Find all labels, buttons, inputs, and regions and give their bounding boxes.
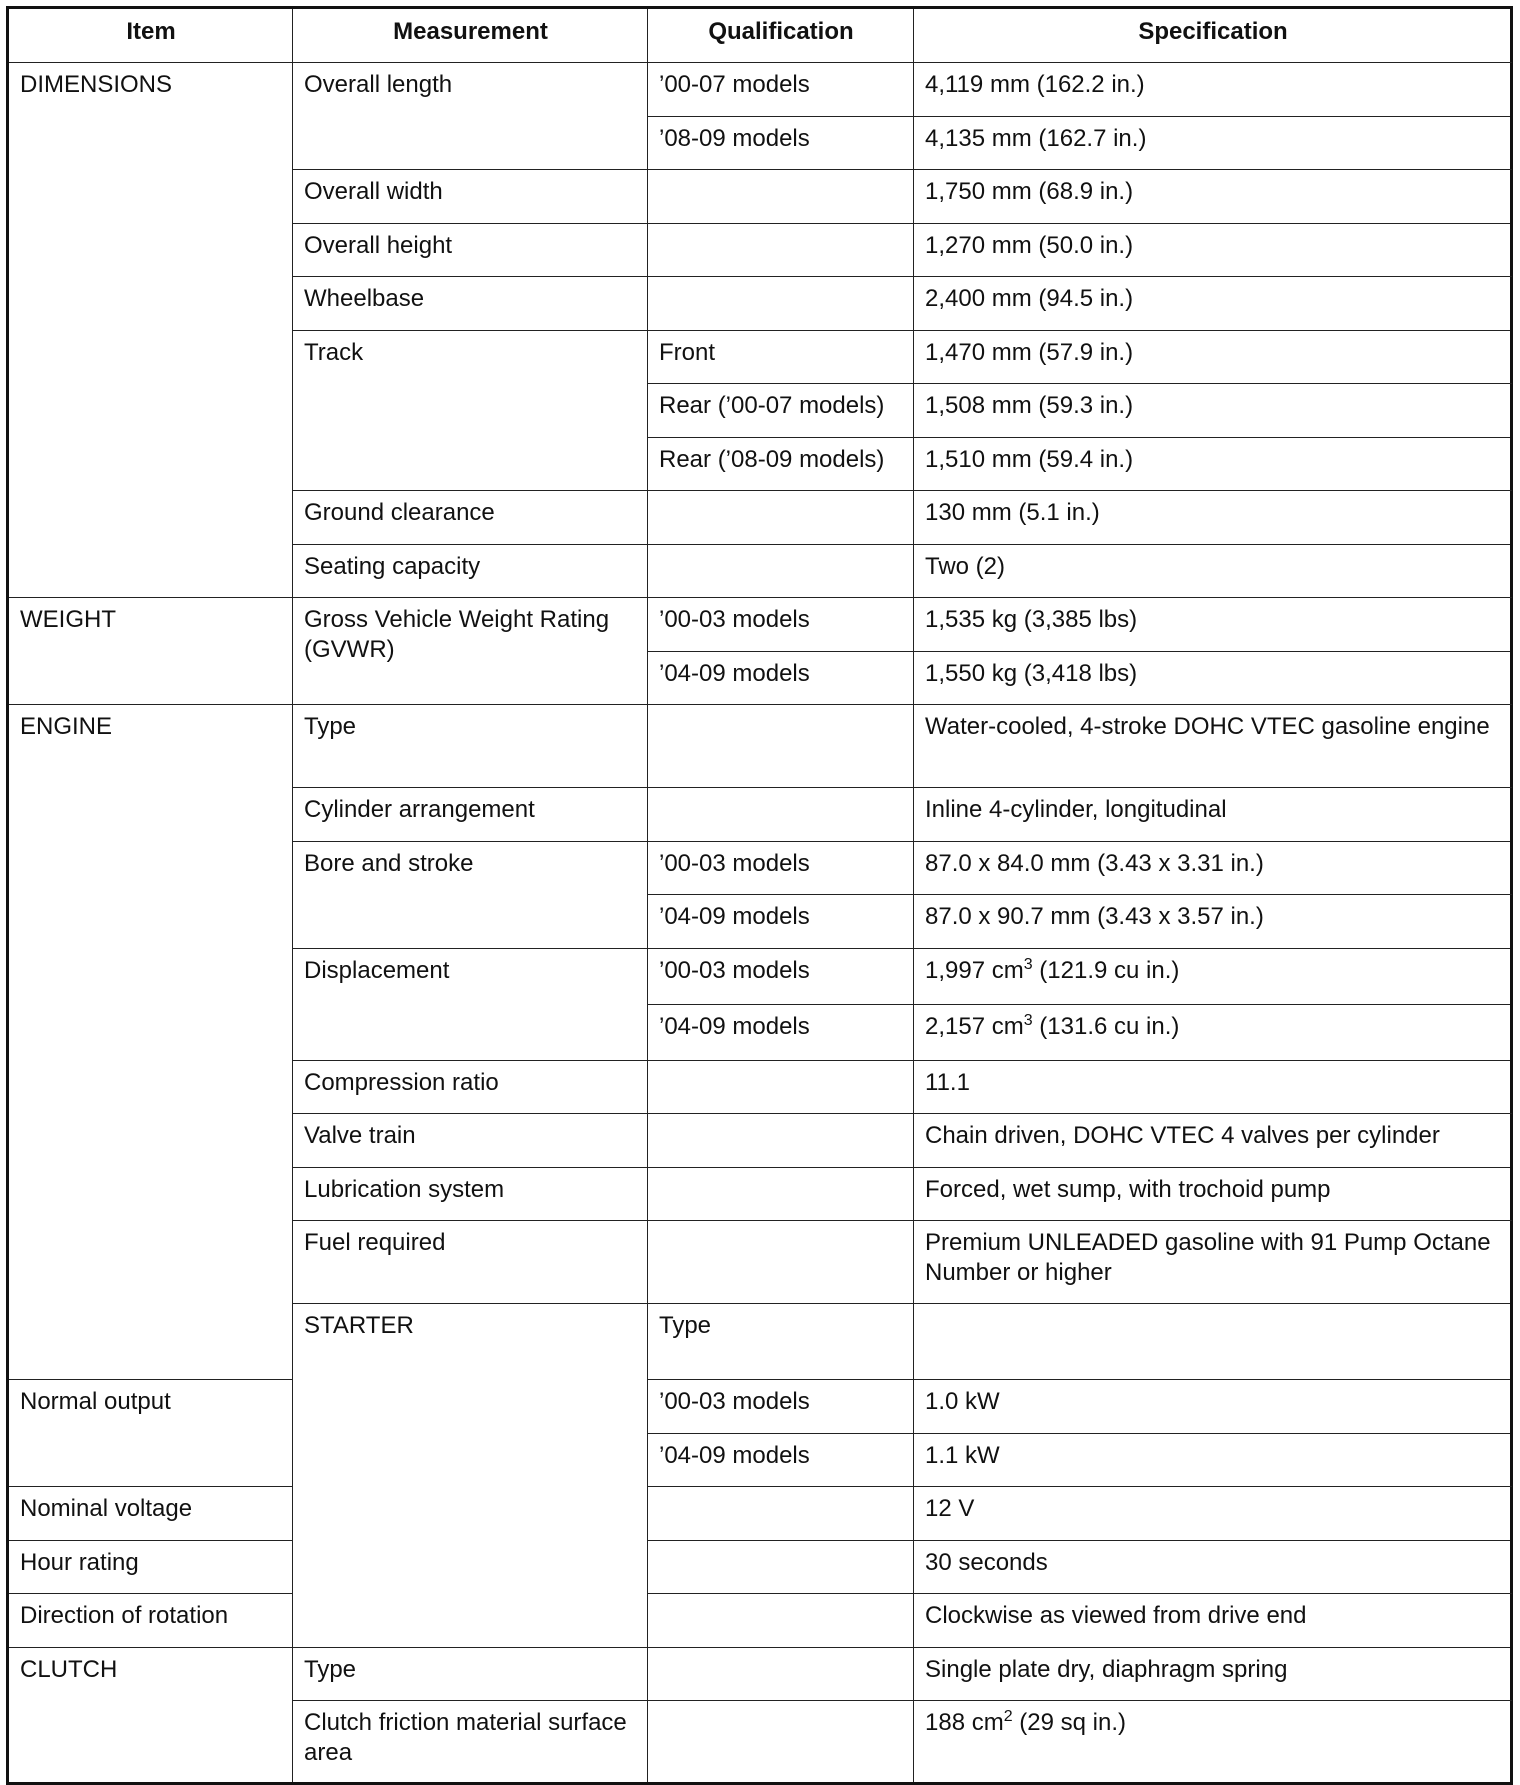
spec-text: 1,997 cm	[925, 956, 1024, 984]
table-row	[8, 705, 1512, 788]
measurement-cell: Compression ratio	[293, 1060, 648, 1114]
qualification-cell-empty	[648, 1221, 914, 1304]
specification-cell: 4,119 mm (162.2 in.)	[914, 63, 1512, 117]
specification-cell: 1,550 kg (3,418 lbs)	[914, 651, 1512, 705]
specification-cell: 87.0 x 90.7 mm (3.43 x 3.57 in.)	[914, 895, 1512, 949]
specification-cell: 1,510 mm (59.4 in.)	[914, 437, 1512, 491]
specification-cell: Inline 4-cylinder, longitudinal	[914, 788, 1512, 842]
qualification-cell-empty	[648, 544, 914, 598]
qualification-cell-empty	[648, 705, 914, 788]
qualification-cell-empty	[648, 1647, 914, 1701]
specification-cell: 1.1 kW	[914, 1433, 1512, 1487]
specification-cell: Forced, wet sump, with trochoid pump	[914, 1167, 1512, 1221]
measurement-cell: Overall width	[293, 170, 648, 224]
item-weight: WEIGHT	[8, 598, 293, 705]
measurement-cell: Lubrication system	[293, 1167, 648, 1221]
table-row	[8, 63, 1512, 117]
measurement-cell: Fuel required	[293, 1221, 648, 1304]
header-qualification: Qualification	[648, 8, 914, 63]
qualification-cell-empty	[648, 1540, 914, 1594]
measurement-cell: Type	[293, 1647, 648, 1701]
qualification-cell: ’00-03 models	[648, 1380, 914, 1434]
qualification-cell-empty	[648, 1060, 914, 1114]
qualification-cell: ’00-03 models	[648, 841, 914, 895]
measurement-cell: Overall length	[293, 63, 648, 170]
qualification-cell-empty	[648, 1114, 914, 1168]
measurement-cell: Cylinder arrangement	[293, 788, 648, 842]
table-header-row	[8, 8, 1512, 63]
superscript: 3	[1023, 955, 1033, 973]
specification-cell: 12 V	[914, 1487, 1512, 1541]
specification-cell: 11.1	[914, 1060, 1512, 1114]
specification-cell: 4,135 mm (162.7 in.)	[914, 116, 1512, 170]
item-dimensions: DIMENSIONS	[8, 63, 293, 598]
header-measurement: Measurement	[293, 8, 648, 63]
measurement-cell: Track	[293, 330, 648, 491]
superscript: 2	[1003, 1708, 1013, 1725]
specification-cell: Two (2)	[914, 544, 1512, 598]
qualification-cell: Front	[648, 330, 914, 384]
specification-cell: 87.0 x 84.0 mm (3.43 x 3.31 in.)	[914, 841, 1512, 895]
spec-text: (121.9 cu in.)	[1032, 956, 1180, 984]
specification-cell	[914, 948, 1512, 1004]
superscript: 3	[1023, 1011, 1033, 1029]
qualification-cell: ’00-07 models	[648, 63, 914, 117]
specification-cell: Premium UNLEADED gasoline with 91 Pump Octane Number or higher	[914, 1221, 1512, 1304]
specification-cell: Clockwise as viewed from drive end	[914, 1594, 1512, 1648]
spec-text: (29 sq in.)	[1012, 1709, 1126, 1736]
measurement-cell: Clutch friction material surface area	[293, 1701, 648, 1784]
specification-cell: 1,270 mm (50.0 in.)	[914, 223, 1512, 277]
qualification-cell: ’08-09 models	[648, 116, 914, 170]
table-row	[8, 1540, 1512, 1594]
qualification-cell-empty	[648, 1487, 914, 1541]
measurement-cell: Normal output	[8, 1380, 293, 1487]
specification-cell: 1.0 kW	[914, 1380, 1512, 1434]
qualification-cell: ’04-09 models	[648, 651, 914, 705]
specification-cell: Chain driven, DOHC VTEC 4 valves per cylinder	[914, 1114, 1512, 1168]
qualification-cell-empty	[648, 223, 914, 277]
specifications-table	[6, 6, 1513, 1785]
measurement-cell: Overall height	[293, 223, 648, 277]
specification-cell	[914, 1004, 1512, 1060]
specification-cell: 2,400 mm (94.5 in.)	[914, 277, 1512, 331]
qualification-cell: Rear (’00-07 models)	[648, 384, 914, 438]
qualification-cell: ’00-03 models	[648, 598, 914, 652]
qualification-cell-empty	[648, 1701, 914, 1784]
item-engine: ENGINE	[8, 705, 293, 1380]
qualification-cell: Rear (’08-09 models)	[648, 437, 914, 491]
measurement-cell: Seating capacity	[293, 544, 648, 598]
measurement-cell: Direction of rotation	[8, 1594, 293, 1648]
measurement-cell: Bore and stroke	[293, 841, 648, 948]
specification-cell: 1,535 kg (3,385 lbs)	[914, 598, 1512, 652]
qualification-cell: ’00-03 models	[648, 948, 914, 1004]
specification-cell: 1,470 mm (57.9 in.)	[914, 330, 1512, 384]
specification-cell: 1,750 mm (68.9 in.)	[914, 170, 1512, 224]
qualification-cell-empty	[648, 788, 914, 842]
table-row	[8, 1647, 1512, 1701]
specification-cell: 130 mm (5.1 in.)	[914, 491, 1512, 545]
header-item: Item	[8, 8, 293, 63]
item-starter: STARTER	[293, 1304, 648, 1648]
measurement-cell: Type	[293, 705, 648, 788]
measurement-cell: Displacement	[293, 948, 648, 1060]
qualification-cell: ’04-09 models	[648, 1433, 914, 1487]
spec-text: (131.6 cu in.)	[1032, 1012, 1180, 1040]
measurement-cell: Hour rating	[8, 1540, 293, 1594]
measurement-cell: Valve train	[293, 1114, 648, 1168]
table-row	[8, 598, 1512, 652]
qualification-cell-empty	[648, 277, 914, 331]
qualification-cell-empty	[648, 491, 914, 545]
qualification-cell-empty	[648, 170, 914, 224]
item-clutch: CLUTCH	[8, 1647, 293, 1784]
qualification-cell-empty	[648, 1594, 914, 1648]
qualification-cell: ’04-09 models	[648, 895, 914, 949]
table-row	[8, 1594, 1512, 1648]
specification-cell: 30 seconds	[914, 1540, 1512, 1594]
header-specification: Specification	[914, 8, 1512, 63]
table-row	[8, 1487, 1512, 1541]
specification-cell: Single plate dry, diaphragm spring	[914, 1647, 1512, 1701]
spec-table-container	[6, 6, 1510, 1785]
specification-cell	[914, 1701, 1512, 1784]
measurement-cell: Nominal voltage	[8, 1487, 293, 1541]
specification-cell: 1,508 mm (59.3 in.)	[914, 384, 1512, 438]
measurement-cell: Type	[648, 1304, 914, 1380]
measurement-cell: Wheelbase	[293, 277, 648, 331]
specification-cell: Water-cooled, 4-stroke DOHC VTEC gasoline engine	[914, 705, 1512, 788]
spec-text: 2,157 cm	[925, 1012, 1024, 1040]
measurement-cell: Ground clearance	[293, 491, 648, 545]
table-row	[8, 1380, 1512, 1434]
qualification-cell: ’04-09 models	[648, 1004, 914, 1060]
measurement-cell: Gross Vehicle Weight Rating (GVWR)	[293, 598, 648, 705]
qualification-cell-empty	[648, 1167, 914, 1221]
spec-text: 188 cm	[925, 1709, 1004, 1736]
qualification-cell-empty	[914, 1304, 1512, 1380]
